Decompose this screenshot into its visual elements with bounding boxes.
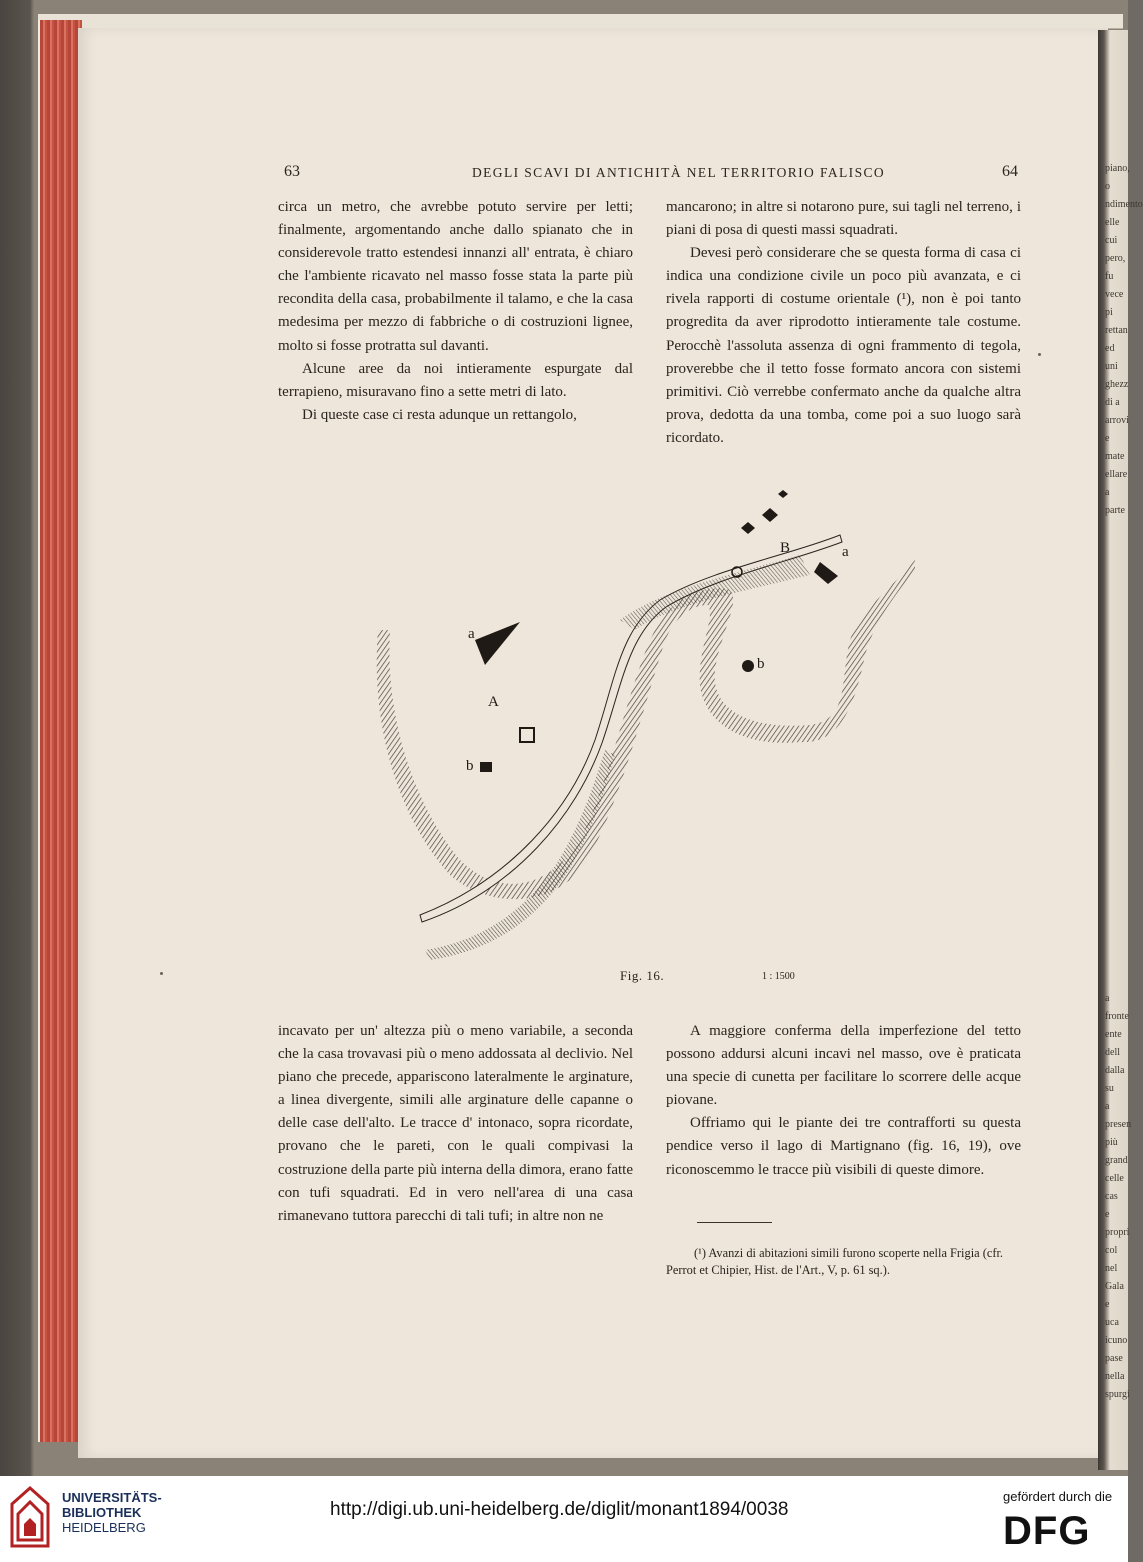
paragraph: mancarono; in altre si notarono pure, sui tagli nel terreno, i piani di posa di questi massi squadrati.	[666, 199, 1021, 239]
strip-line: col nel	[1105, 1245, 1118, 1274]
document-url-link[interactable]: http://digi.ub.uni-heidelberg.de/diglit/monant1894/0038	[330, 1499, 789, 1520]
strip-line: di a	[1105, 397, 1120, 408]
figure-site-plan	[370, 480, 950, 970]
structure-b-left	[480, 762, 492, 772]
institution-name	[62, 1490, 162, 1535]
sponsor-text: gefördert durch die	[1003, 1489, 1113, 1504]
strip-line: ed uni	[1105, 343, 1118, 372]
paragraph: Di queste case ci resta adunque un rettangolo,	[302, 406, 577, 423]
next-page-strip-top	[1105, 160, 1143, 516]
strip-line: ente dell	[1105, 1029, 1122, 1058]
footnote-rule	[697, 1222, 772, 1223]
strip-line: nella	[1105, 1371, 1125, 1382]
structure-a-right	[814, 562, 838, 584]
speck	[1038, 353, 1041, 356]
structure-small-1	[762, 508, 778, 522]
strip-line: rettan	[1105, 325, 1128, 336]
structure-bracket	[520, 728, 534, 742]
strip-line: e mate	[1105, 433, 1125, 462]
left-column-top	[278, 196, 633, 427]
strip-line: pase	[1105, 1353, 1123, 1364]
paragraph: Alcune aree da noi intieramente espurgate dal terrapieno, misuravano fino a sette metri di lato.	[278, 360, 633, 400]
figure-scale: 1 : 1500	[762, 971, 795, 982]
strip-line: Gala e	[1105, 1281, 1124, 1310]
running-title: DEGLI SCAVI DI ANTICHITÀ NEL TERRITORIO FALISCO	[472, 165, 886, 180]
paragraph: A maggiore conferma della imperfezione del tetto possono addursi alcuni incavi nel masso, ove è praticata una specie di cunetta per facilitare lo scorrere delle acque piovane.	[666, 1023, 1021, 1109]
page-number-left: 63	[284, 163, 300, 180]
university-logo-icon	[8, 1484, 52, 1550]
speck	[160, 972, 163, 975]
paragraph: Offriamo qui le piante dei tre contrafforti su questa pendice verso il lago di Martignano (fig. 16, 19), ove riconoscemmo le tracce più visibili di queste dimore.	[666, 1115, 1021, 1178]
next-page-strip-bottom	[1105, 990, 1132, 1400]
label-A: A	[488, 694, 499, 710]
paragraph: incavato per un' altezza più o meno variabile, a seconda che la casa trovavasi più o meno addossata al declivio. Nel piano che precede, appariscono lateralmente le arginature, a linea divergente, simili alle arginature delle capanne o delle case dell'alto. Le tracce d' intonaco, sopra ricordate, provano che le pareti, con le quali compivasi la costruzione della parte più interna della dimora, erano fatte con tufi squadrati. Ed in vero nell'area di una casa rimanevano tuttora parecchi di tali tufi; in altre non ne	[278, 1023, 633, 1224]
left-column-bottom	[278, 1020, 633, 1228]
paragraph: circa un metro, che avrebbe potuto servire per letti; finalmente, argomentando anche dallo spianato che in considerevole tratto estendesi innanzi all' entrata, è chiaro che l'ambiente ricavato nel masso fosse stata la parte più recondita della casa, probabilmente il talamo, e che la casa medesima per mezzo di fabbriche o di costruzioni lignee, molto si fosse protratta sul davanti.	[278, 199, 633, 354]
strip-line: vece pi	[1105, 289, 1124, 318]
institution-line2: BIBLIOTHEK	[62, 1505, 142, 1520]
strip-line: arrovi	[1105, 415, 1129, 426]
book-red-edge	[38, 20, 82, 1442]
strip-line: ellare	[1105, 469, 1128, 480]
right-column-bottom	[666, 1020, 1021, 1182]
strip-line: celle cas	[1105, 1173, 1124, 1202]
strip-line: ndimento	[1105, 199, 1143, 210]
structure-small-2	[741, 522, 755, 534]
strip-line: elle cui	[1105, 217, 1120, 246]
structure-b-right	[742, 660, 754, 672]
strip-line: a presen	[1105, 1101, 1132, 1130]
label-a-left: a	[468, 626, 475, 642]
dfg-logo: DFG	[1003, 1509, 1091, 1553]
right-column-top	[666, 196, 1021, 450]
footnote	[666, 1245, 1018, 1279]
strip-line: dalla su	[1105, 1065, 1125, 1094]
institution-line1: UNIVERSITÄTS-	[62, 1490, 162, 1505]
institution-line3: HEIDELBERG	[62, 1520, 146, 1535]
strip-line: più grand	[1105, 1137, 1128, 1166]
strip-line: a fronte	[1105, 993, 1129, 1022]
page-number-right: 64	[1002, 163, 1018, 180]
strip-line: e propri	[1105, 1209, 1130, 1238]
strip-line: pero, fu	[1105, 253, 1126, 282]
strip-line: piano, o	[1105, 163, 1130, 192]
footnote-text: (¹) Avanzi di abitazioni simili furono scoperte nella Frigia (cfr. Perrot et Chipier, Hist. de l'Art., V, p. 61 sq.).	[666, 1246, 1004, 1277]
strip-line: uca	[1105, 1317, 1119, 1328]
strip-line: ghezz	[1105, 379, 1129, 390]
label-b-right: b	[757, 656, 765, 672]
paragraph: Devesi però considerare che se questa forma di casa ci indica una condizione civile un poco più avanzata, e ci rivela rapporti di costume orientale (¹), non è poi tanto progredita da aver riprodotto intieramente tale costume. Perocchè l'assoluta assenza di ogni frammento di tegola, proverebbe che il tetto fosse formato ancora con sistemi primitivi. Ciò verrebbe confermato anche da qualche altra prova, dedotta da una tomba, come poi a suo luogo sarà ricordato.	[666, 245, 1021, 446]
structure-small-3	[778, 490, 788, 498]
site-plan-drawing	[370, 480, 950, 970]
strip-line: a parte	[1105, 487, 1125, 516]
structure-a-left	[475, 622, 520, 665]
running-header	[0, 163, 1128, 185]
label-a-right: a	[842, 544, 849, 560]
label-b-left: b	[466, 758, 474, 774]
label-B: B	[780, 540, 791, 556]
strip-line: spurgi	[1105, 1389, 1130, 1400]
figure-caption: Fig. 16.	[620, 968, 665, 983]
book-top-edge	[38, 14, 1123, 29]
strip-line: icuno	[1105, 1335, 1128, 1346]
